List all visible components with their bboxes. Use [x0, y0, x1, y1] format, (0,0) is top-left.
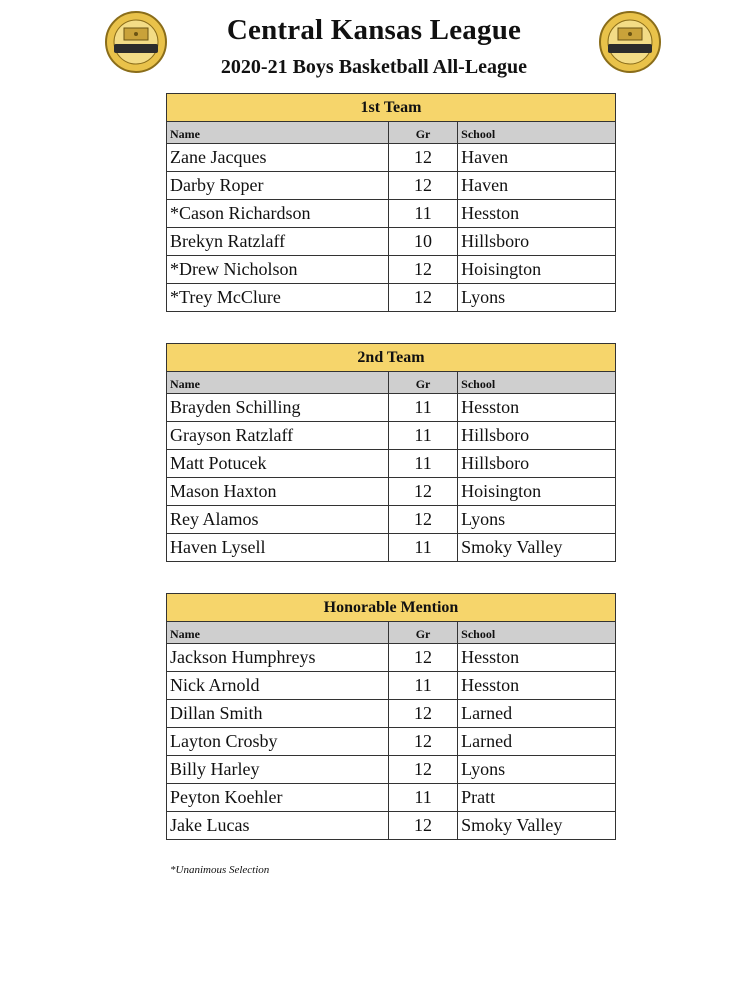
player-school: Hesston: [458, 200, 616, 228]
player-row: [167, 394, 616, 422]
player-name: Nick Arnold: [167, 672, 389, 700]
page-title: Central Kansas League: [226, 14, 522, 46]
player-row: [167, 422, 616, 450]
player-school: Hillsboro: [458, 422, 616, 450]
player-name: Mason Haxton: [167, 478, 389, 506]
player-grade: 11: [388, 200, 457, 228]
player-name: Jackson Humphreys: [167, 644, 389, 672]
column-header-school: School: [458, 622, 616, 644]
player-row: [167, 534, 616, 562]
player-grade: 12: [388, 144, 457, 172]
team-title: Honorable Mention: [167, 594, 616, 622]
player-grade: 12: [388, 284, 457, 312]
player-school: Hoisington: [458, 478, 616, 506]
player-grade: 12: [388, 256, 457, 284]
player-name: Dillan Smith: [167, 700, 389, 728]
player-name: *Cason Richardson: [167, 200, 389, 228]
player-row: [167, 812, 616, 840]
player-row: [167, 200, 616, 228]
player-row: [167, 784, 616, 812]
player-school: Lyons: [458, 506, 616, 534]
team-title: 2nd Team: [167, 344, 616, 372]
player-row: [167, 450, 616, 478]
player-school: Haven: [458, 172, 616, 200]
honorable-mention-table: [166, 593, 616, 840]
first-team-table: [166, 93, 616, 312]
player-name: Grayson Ratzlaff: [167, 422, 389, 450]
player-name: Layton Crosby: [167, 728, 389, 756]
player-grade: 11: [388, 534, 457, 562]
player-grade: 10: [388, 228, 457, 256]
player-row: [167, 728, 616, 756]
player-grade: 12: [388, 728, 457, 756]
column-header-school: School: [458, 122, 616, 144]
player-school: Hillsboro: [458, 228, 616, 256]
player-grade: 11: [388, 672, 457, 700]
second-team-table: [166, 343, 616, 562]
player-row: [167, 172, 616, 200]
player-name: Rey Alamos: [167, 506, 389, 534]
player-school: Hillsboro: [458, 450, 616, 478]
player-grade: 11: [388, 450, 457, 478]
player-school: Hesston: [458, 672, 616, 700]
player-name: Haven Lysell: [167, 534, 389, 562]
player-grade: 12: [388, 700, 457, 728]
player-name: Matt Potucek: [167, 450, 389, 478]
player-name: Brekyn Ratzlaff: [167, 228, 389, 256]
column-header-name: Name: [167, 372, 389, 394]
player-row: [167, 506, 616, 534]
team-title: 1st Team: [167, 94, 616, 122]
player-name: *Trey McClure: [167, 284, 389, 312]
player-row: [167, 478, 616, 506]
player-name: Darby Roper: [167, 172, 389, 200]
player-school: Lyons: [458, 756, 616, 784]
column-header-name: Name: [167, 622, 389, 644]
column-header-name: Name: [167, 122, 389, 144]
player-row: [167, 256, 616, 284]
player-school: Lyons: [458, 284, 616, 312]
player-grade: 11: [388, 422, 457, 450]
player-school: Hoisington: [458, 256, 616, 284]
column-header-grade: Gr: [388, 122, 457, 144]
player-row: [167, 756, 616, 784]
player-grade: 12: [388, 478, 457, 506]
player-name: Brayden Schilling: [167, 394, 389, 422]
player-school: Larned: [458, 700, 616, 728]
player-row: [167, 700, 616, 728]
player-name: *Drew Nicholson: [167, 256, 389, 284]
player-grade: 12: [388, 812, 457, 840]
column-header-grade: Gr: [388, 372, 457, 394]
player-name: Billy Harley: [167, 756, 389, 784]
player-name: Zane Jacques: [167, 144, 389, 172]
player-school: Haven: [458, 144, 616, 172]
column-header-school: School: [458, 372, 616, 394]
player-grade: 12: [388, 172, 457, 200]
player-name: Peyton Koehler: [167, 784, 389, 812]
page-subtitle: 2020-21 Boys Basketball All-League: [220, 56, 528, 78]
player-row: [167, 644, 616, 672]
player-school: Larned: [458, 728, 616, 756]
player-grade: 11: [388, 394, 457, 422]
column-header-grade: Gr: [388, 622, 457, 644]
player-name: Jake Lucas: [167, 812, 389, 840]
player-grade: 12: [388, 756, 457, 784]
player-school: Hesston: [458, 644, 616, 672]
player-row: [167, 228, 616, 256]
player-row: [167, 672, 616, 700]
player-row: [167, 144, 616, 172]
footnote: *Unanimous Selection: [170, 864, 270, 876]
player-grade: 12: [388, 644, 457, 672]
player-grade: 12: [388, 506, 457, 534]
player-school: Smoky Valley: [458, 812, 616, 840]
player-school: Smoky Valley: [458, 534, 616, 562]
player-school: Pratt: [458, 784, 616, 812]
player-row: [167, 284, 616, 312]
player-school: Hesston: [458, 394, 616, 422]
player-grade: 11: [388, 784, 457, 812]
